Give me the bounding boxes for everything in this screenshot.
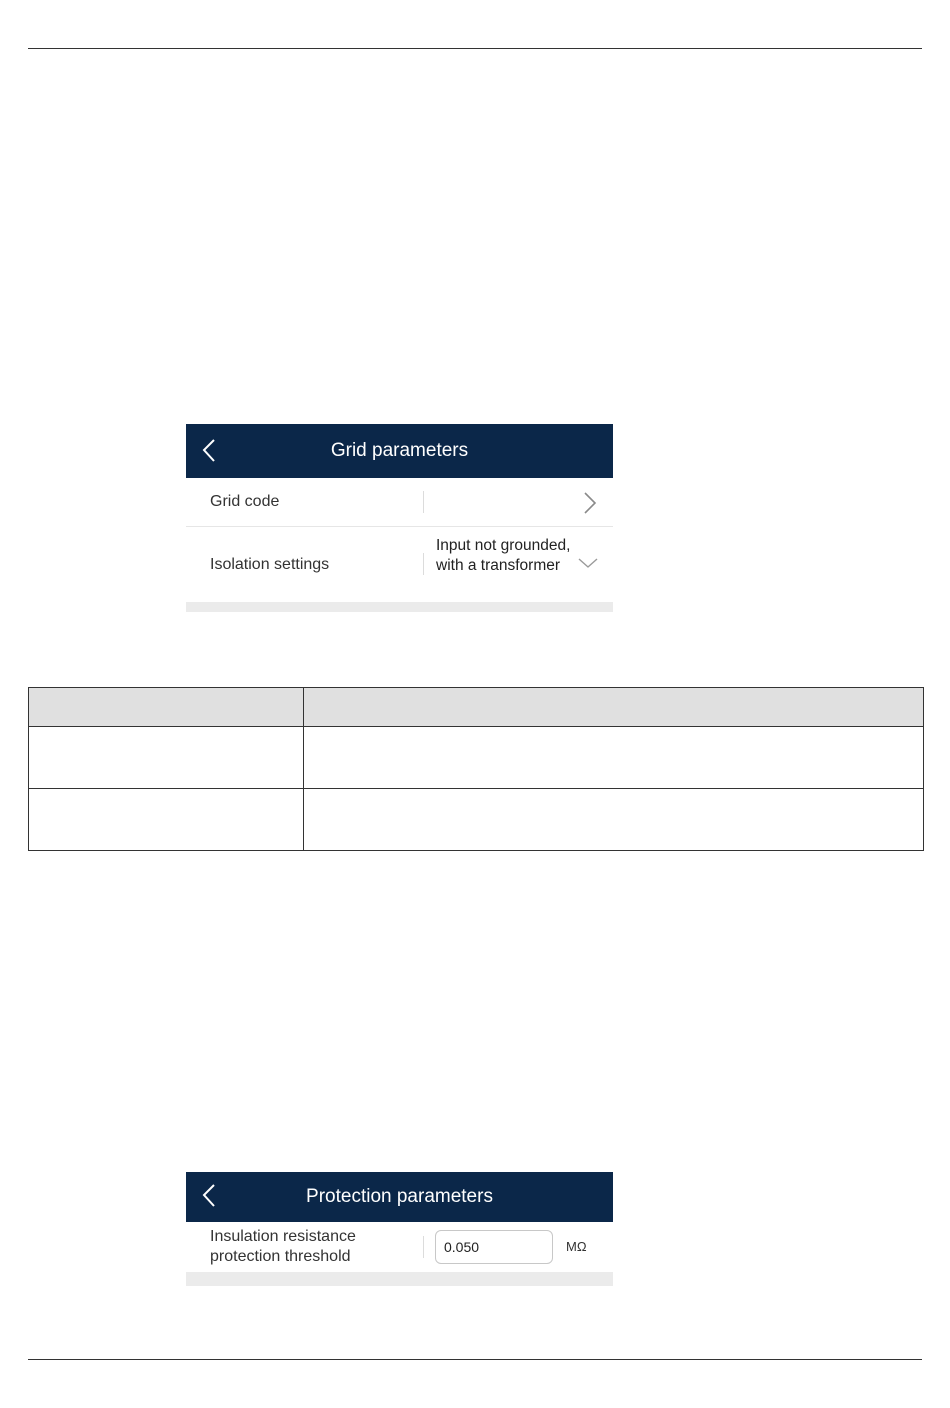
grid-parameters-screen <box>186 424 613 612</box>
table-cell <box>29 727 304 789</box>
table-row <box>29 789 924 851</box>
grid-code-label: Grid code <box>210 493 280 510</box>
back-button[interactable] <box>198 436 226 466</box>
table-header-cell <box>29 688 304 727</box>
chevron-down-icon[interactable] <box>577 556 599 575</box>
table-cell <box>304 789 924 851</box>
unit-label: MΩ <box>566 1239 587 1254</box>
back-button[interactable] <box>198 1181 226 1211</box>
back-arrow-icon <box>198 1181 226 1211</box>
divider <box>423 491 424 513</box>
isolation-settings-value: Input not grounded, with a transformer <box>436 537 571 574</box>
divider <box>423 1236 424 1258</box>
table-header-cell <box>304 688 924 727</box>
panel-footer <box>186 1272 613 1286</box>
insulation-threshold-input[interactable] <box>435 1230 553 1264</box>
back-arrow-icon <box>198 436 226 466</box>
table-cell <box>304 727 924 789</box>
table-header-row <box>29 688 924 727</box>
grid-parameters-title-bar <box>186 424 613 478</box>
protection-parameters-title-bar <box>186 1172 613 1222</box>
panel-footer <box>186 602 613 612</box>
page-title: Protection parameters <box>306 1186 493 1207</box>
parameter-table <box>28 687 924 851</box>
insulation-threshold-row <box>186 1222 613 1272</box>
footer-rule <box>28 1359 922 1360</box>
isolation-settings-label: Isolation settings <box>210 556 330 573</box>
table-cell <box>29 789 304 851</box>
table-row <box>29 727 924 789</box>
header-rule <box>28 48 922 49</box>
chevron-right-icon[interactable] <box>580 491 600 520</box>
insulation-threshold-label: Insulation resistance protection threshold <box>210 1228 356 1265</box>
divider <box>423 553 424 575</box>
grid-code-row[interactable] <box>186 478 613 527</box>
isolation-settings-row[interactable] <box>186 527 613 602</box>
page-title: Grid parameters <box>330 440 469 461</box>
protection-parameters-screen <box>186 1172 613 1286</box>
